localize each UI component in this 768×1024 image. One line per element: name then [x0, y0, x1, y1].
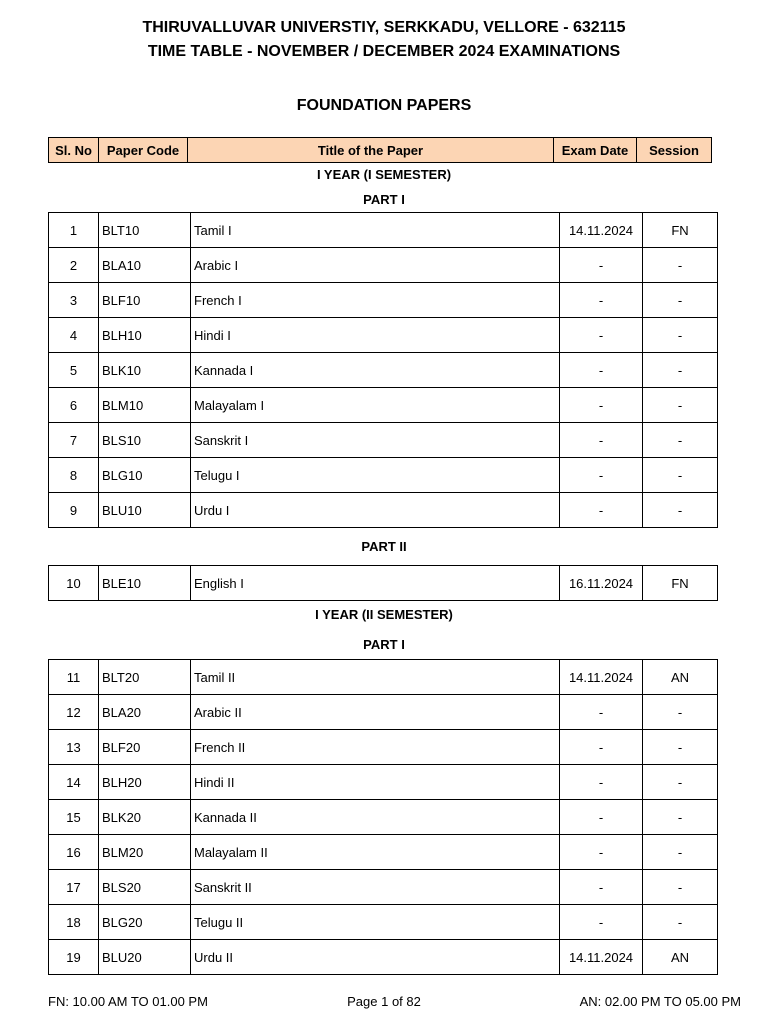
section-title: FOUNDATION PAPERS — [296, 97, 472, 114]
cell-exam-date: - — [560, 493, 643, 528]
cell-paper-code: BLH20 — [99, 765, 191, 800]
cell-exam-date: - — [560, 248, 643, 283]
cell-paper-title: Telugu I — [191, 458, 560, 493]
cell-exam-date: - — [560, 905, 643, 940]
cell-session: - — [643, 388, 718, 423]
cell-session: - — [643, 318, 718, 353]
table-row — [49, 283, 718, 318]
cell-paper-code: BLH10 — [99, 318, 191, 353]
table-row — [49, 765, 718, 800]
column-header-row — [49, 138, 712, 163]
cell-session: - — [643, 353, 718, 388]
cell-paper-code: BLF20 — [99, 730, 191, 765]
cell-session: - — [643, 870, 718, 905]
footer-an-timing: AN: 02.00 PM TO 05.00 PM — [579, 994, 741, 1009]
cell-exam-date: 14.11.2024 — [560, 660, 643, 695]
cell-sl-no: 15 — [49, 800, 99, 835]
table-row — [49, 458, 718, 493]
cell-sl-no: 17 — [49, 870, 99, 905]
cell-exam-date: 14.11.2024 — [560, 940, 643, 975]
cell-paper-title: Sanskrit I — [191, 423, 560, 458]
cell-exam-date: - — [560, 423, 643, 458]
cell-paper-code: BLT20 — [99, 660, 191, 695]
cell-exam-date: - — [560, 388, 643, 423]
group-label-sem1: I YEAR (I SEMESTER) — [316, 167, 452, 182]
cell-sl-no: 19 — [49, 940, 99, 975]
cell-session: AN — [643, 660, 718, 695]
group-label-sem2: I YEAR (II SEMESTER) — [315, 607, 453, 622]
part-label-sem2-part1: PART I — [363, 637, 405, 652]
cell-sl-no: 6 — [49, 388, 99, 423]
cell-paper-title: Arabic I — [191, 248, 560, 283]
table-sem1-part1 — [48, 212, 718, 528]
cell-sl-no: 13 — [49, 730, 99, 765]
cell-paper-title: English I — [191, 566, 560, 601]
cell-sl-no: 3 — [49, 283, 99, 318]
cell-session: - — [643, 905, 718, 940]
cell-sl-no: 14 — [49, 765, 99, 800]
footer-fn-timing: FN: 10.00 AM TO 01.00 PM — [48, 994, 208, 1009]
table-row — [49, 353, 718, 388]
cell-exam-date: 14.11.2024 — [560, 213, 643, 248]
cell-paper-code: BLE10 — [99, 566, 191, 601]
table-row — [49, 566, 718, 601]
cell-paper-title: Urdu II — [191, 940, 560, 975]
cell-paper-title: Hindi II — [191, 765, 560, 800]
table-row — [49, 835, 718, 870]
cell-paper-title: Hindi I — [191, 318, 560, 353]
cell-paper-code: BLK20 — [99, 800, 191, 835]
cell-session: - — [643, 835, 718, 870]
cell-paper-title: Arabic II — [191, 695, 560, 730]
cell-paper-title: Malayalam I — [191, 388, 560, 423]
table-row — [49, 660, 718, 695]
cell-session: - — [643, 765, 718, 800]
cell-sl-no: 10 — [49, 566, 99, 601]
cell-exam-date: - — [560, 458, 643, 493]
cell-paper-code: BLM10 — [99, 388, 191, 423]
table-row — [49, 940, 718, 975]
table-row — [49, 248, 718, 283]
cell-sl-no: 4 — [49, 318, 99, 353]
cell-session: - — [643, 423, 718, 458]
cell-paper-title: Telugu II — [191, 905, 560, 940]
cell-sl-no: 12 — [49, 695, 99, 730]
cell-paper-title: Tamil I — [191, 213, 560, 248]
cell-paper-code: BLU20 — [99, 940, 191, 975]
table-row — [49, 730, 718, 765]
cell-sl-no: 16 — [49, 835, 99, 870]
table-row — [49, 905, 718, 940]
col-header-paper-code: Paper Code — [99, 138, 188, 163]
cell-paper-code: BLA20 — [99, 695, 191, 730]
cell-exam-date: - — [560, 765, 643, 800]
table-row — [49, 388, 718, 423]
cell-paper-code: BLM20 — [99, 835, 191, 870]
cell-paper-code: BLS10 — [99, 423, 191, 458]
table-row — [49, 493, 718, 528]
cell-paper-code: BLA10 — [99, 248, 191, 283]
cell-exam-date: - — [560, 730, 643, 765]
cell-session: - — [643, 800, 718, 835]
cell-session: - — [643, 248, 718, 283]
part-label-sem1-part2: PART II — [361, 539, 407, 554]
cell-paper-code: BLU10 — [99, 493, 191, 528]
table-row — [49, 800, 718, 835]
cell-exam-date: - — [560, 800, 643, 835]
table-row — [49, 318, 718, 353]
col-header-title: Title of the Paper — [188, 138, 554, 163]
cell-paper-code: BLG20 — [99, 905, 191, 940]
cell-sl-no: 9 — [49, 493, 99, 528]
cell-sl-no: 8 — [49, 458, 99, 493]
cell-paper-title: Urdu I — [191, 493, 560, 528]
cell-exam-date: - — [560, 835, 643, 870]
cell-paper-code: BLS20 — [99, 870, 191, 905]
cell-session: - — [643, 283, 718, 318]
cell-paper-code: BLK10 — [99, 353, 191, 388]
table-sem2-part1 — [48, 659, 718, 975]
table-row — [49, 870, 718, 905]
cell-sl-no: 11 — [49, 660, 99, 695]
cell-paper-code: BLF10 — [99, 283, 191, 318]
cell-paper-title: Kannada II — [191, 800, 560, 835]
footer-page-number: Page 1 of 82 — [347, 994, 421, 1009]
cell-paper-title: Kannada I — [191, 353, 560, 388]
cell-paper-title: Tamil II — [191, 660, 560, 695]
cell-sl-no: 18 — [49, 905, 99, 940]
timetable-title: TIME TABLE - NOVEMBER / DECEMBER 2024 EXAMINATIONS — [147, 43, 621, 60]
cell-paper-title: French II — [191, 730, 560, 765]
cell-session: - — [643, 730, 718, 765]
cell-exam-date: - — [560, 695, 643, 730]
table-row — [49, 695, 718, 730]
cell-exam-date: - — [560, 870, 643, 905]
table-sem1-part2 — [48, 565, 718, 601]
cell-session: AN — [643, 940, 718, 975]
cell-exam-date: 16.11.2024 — [560, 566, 643, 601]
cell-paper-title: French I — [191, 283, 560, 318]
part-label-sem1-part1: PART I — [363, 192, 405, 207]
cell-exam-date: - — [560, 283, 643, 318]
cell-session: FN — [643, 566, 718, 601]
col-header-exam-date: Exam Date — [554, 138, 637, 163]
cell-session: - — [643, 695, 718, 730]
cell-session: - — [643, 493, 718, 528]
table-row — [49, 423, 718, 458]
cell-exam-date: - — [560, 318, 643, 353]
cell-sl-no: 5 — [49, 353, 99, 388]
cell-session: FN — [643, 213, 718, 248]
cell-exam-date: - — [560, 353, 643, 388]
table-row — [49, 213, 718, 248]
cell-sl-no: 1 — [49, 213, 99, 248]
university-title: THIRUVALLUVAR UNIVERSTIY, SERKKADU, VELLORE - 632115 — [142, 19, 626, 36]
cell-session: - — [643, 458, 718, 493]
col-header-sl-no: Sl. No — [49, 138, 99, 163]
cell-paper-title: Sanskrit II — [191, 870, 560, 905]
cell-paper-code: BLG10 — [99, 458, 191, 493]
column-header-table — [48, 137, 712, 163]
cell-paper-title: Malayalam II — [191, 835, 560, 870]
cell-sl-no: 2 — [49, 248, 99, 283]
cell-sl-no: 7 — [49, 423, 99, 458]
cell-paper-code: BLT10 — [99, 213, 191, 248]
col-header-session: Session — [637, 138, 712, 163]
